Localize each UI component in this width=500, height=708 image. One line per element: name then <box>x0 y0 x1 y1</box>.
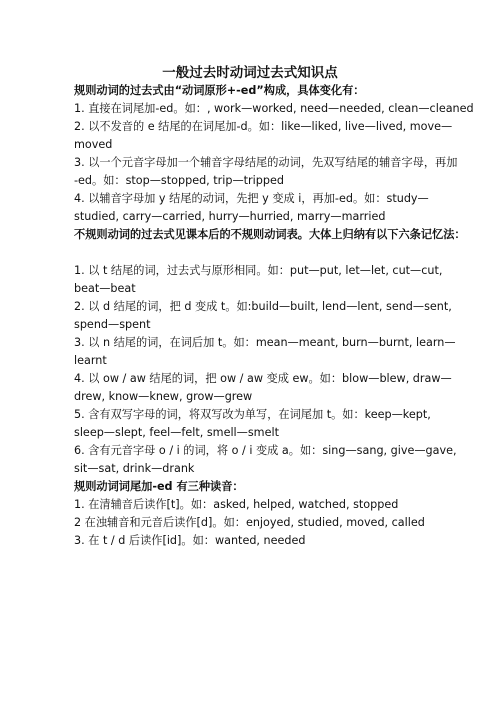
document-title: 一般过去时动词过去式知识点 <box>162 65 338 81</box>
section2-line: 2. 以 d 结尾的词，把 d 变成 t。如:build—built, lend—lent, send—sent, <box>74 300 452 313</box>
section3-line: 3. 在 t / d 后读作[id]。如：wanted, needed <box>74 534 306 547</box>
section3-line: 2 在浊辅音和元音后读作[d]。如：enjoyed, studied, moved, called <box>74 516 425 529</box>
section1-line: studied, carry—carried, hurry—hurried, marry—married <box>74 210 386 223</box>
section2-line: beat—beat <box>74 282 136 295</box>
section3-heading: 规则动词词尾加-ed 有三种读音： <box>74 480 244 493</box>
section3-line: 1. 在清辅音后读作[t]。如：asked, helped, watched, stopped <box>74 498 399 511</box>
section1-heading: 规则动词的过去式由“动词原形+-ed”构成，具体变化有： <box>74 84 365 97</box>
section1-line: 3. 以一个元音字母加一个辅音字母结尾的动词，先双写结尾的辅音字母，再加 <box>74 156 458 169</box>
section2-line: 3. 以 n 结尾的词，在词后加 t。如：mean—meant, burn—burnt, learn— <box>74 336 456 349</box>
section2-line: sleep—slept, feel—felt, smell—smelt <box>74 426 279 439</box>
section2-line: 6. 含有元音字母 o / i 的词，将 o / i 变成 a。如：sing—sang, give—gave, <box>74 444 457 457</box>
section2-line: 5. 含有双写字母的词，将双写改为单写，在词尾加 t。如：keep—kept, <box>74 408 431 421</box>
section2-line: learnt <box>74 354 107 367</box>
section1-line: 4. 以辅音字母加 y 结尾的动词，先把 y 变成 i，再加-ed。如：study— <box>74 192 429 205</box>
section1-line: 2. 以不发音的 e 结尾的在词尾加-d。如：like—liked, live—lived, move— <box>74 120 453 133</box>
section2-line: 1. 以 t 结尾的词，过去式与原形相同。如：put—put, let—let, cut—cut, <box>74 264 443 277</box>
section2-line: drew, know—knew, grow—grew <box>74 390 253 403</box>
document-body <box>74 82 474 550</box>
section2-heading: 不规则动词的过去式见课本后的不规则动词表。大体上归纳有以下六条记忆法： <box>74 228 466 241</box>
section2-line: 4. 以 ow / aw 结尾的词，把 ow / aw 变成 ew。如：blow—blew, draw— <box>74 372 452 385</box>
section2-line: sit—sat, drink—drank <box>74 462 195 475</box>
section1-line: moved <box>74 138 113 151</box>
section2-line: spend—spent <box>74 318 151 331</box>
section1-line: 1. 直接在词尾加-ed。如：, work—worked, need—needed, clean—cleaned <box>74 102 474 115</box>
section1-line: -ed。如：stop—stopped, trip—tripped <box>74 174 284 187</box>
paragraph-gap <box>74 244 434 262</box>
